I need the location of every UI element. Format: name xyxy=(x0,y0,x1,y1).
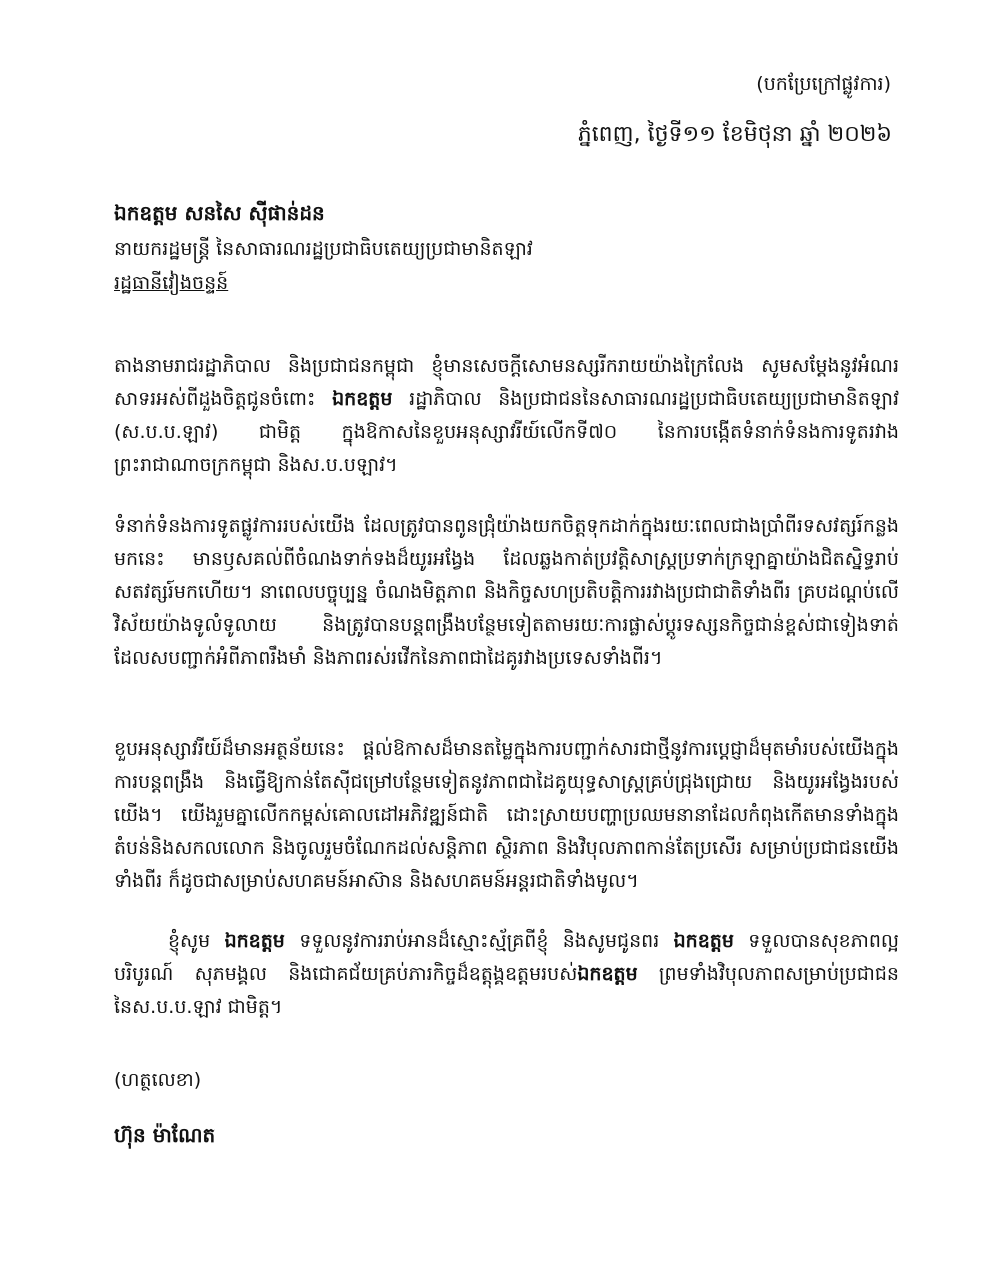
paragraph-4-text-d: ព្រមទាំងវិបុលភាពសម្រាប់ប្រជាជននៃស.ប.ប.ឡាវ ជាមិត្ត។ xyxy=(114,963,899,1018)
paragraph-3 xyxy=(114,733,899,898)
paragraph-1-honorific: ឯកឧត្តម xyxy=(332,388,393,410)
paragraph-1-text-a: តាងនាមរាជរដ្ឋាភិបាល និងប្រជាជនកម្ពុជា ខ្ញុំមានសេចក្តីសោមនស្សរីករាយយ៉ាងក្រៃលែង សូមសម្តែងនូវអំណរសាទរអស់ពីដួងចិត្តជូនចំពោះ xyxy=(114,355,899,410)
translation-note: (បកប្រែក្រៅផ្លូវការ) xyxy=(756,73,891,95)
paragraph-4-honorific-3: ឯកឧត្តម xyxy=(577,963,638,985)
paragraph-1-text-b: រដ្ឋាភិបាល និងប្រជាជននៃសាធារណរដ្ឋប្រជាធិបតេយ្យប្រជាមានិតឡាវ (ស.ប.ប.ឡាវ) ជាមិត្ត ក្នុងឱកាសនៃខួបអនុស្សាវរីយ៍លើកទី៧០ នៃការបង្កើតទំនាក់ទំនងការទូតរវាងព្រះរាជាណាចក្រកម្ពុជា និងស.ប.បឡាវ។ xyxy=(114,388,899,476)
place-date: ភ្នំពេញ, ថ្ងៃទី១១ ខែមិថុនា ឆ្នាំ ២០២៦ xyxy=(577,122,892,147)
paragraph-1 xyxy=(114,350,899,482)
recipient-location: រដ្ឋធានីវៀងចន្ទន៍ xyxy=(114,272,229,294)
paragraph-2-text: ទំនាក់ទំនងការទូតផ្លូវការរបស់យើង ដែលត្រូវបានពូនជ្រុំយ៉ាងយកចិត្តទុកដាក់ក្នុងរយៈពេលជាងប្រាំពីរទសវត្សរ៍កន្លងមកនេះ មានឫសគល់ពីចំណងទាក់ទងដ៏យូរអង្វែង ដែលឆ្លងកាត់ប្រវត្តិសាស្ត្រប្រទាក់ក្រឡាគ្នាយ៉ាងជិតស្និទ្ធរាប់សតវត្សរ៍មកហើយ។ នាពេលបច្ចុប្បន្ន ចំណងមិត្តភាព និងកិច្ចសហប្រតិបត្តិការរវាងប្រជាជាតិទាំងពីរ គ្របដណ្តប់លើវិស័យយ៉ាងទូលំទូលាយ និងត្រូវបានបន្តពង្រឹងបន្ថែមទៀតតាមរយៈការផ្លាស់ប្តូរទស្សនកិច្ចជាន់ខ្ពស់ជាទៀងទាត់ ដែលសបញ្ជាក់អំពីភាពរឹងមាំ និងភាពរស់រវើកនៃភាពជាដៃគូរវាងប្រទេសទាំងពីរ។ xyxy=(114,515,899,669)
recipient-title: នាយករដ្ឋមន្ត្រី នៃសាធារណរដ្ឋប្រជាធិបតេយ្យប្រជាមានិតឡាវ xyxy=(114,238,533,260)
paragraph-4-text-c: ទទួលបានសុខភាពល្អបរិបូរណ៍ សុភមង្គល និងជោគជ័យគ្រប់ភារកិច្ចដ៏ឧត្តុង្គឧត្តមរបស់ xyxy=(114,930,899,985)
paragraph-4-honorific-1: ឯកឧត្តម xyxy=(224,930,285,952)
paragraph-4 xyxy=(114,925,899,1024)
paragraph-4-text-b: ទទួលនូវការរាប់អានដ៏ស្មោះស្ម័គ្រពីខ្ញុំ និងសូមជូនពរ xyxy=(284,930,674,952)
signatory-name: ហ៊ុន ម៉ាណែត xyxy=(114,1123,216,1147)
paragraph-2 xyxy=(114,510,899,675)
recipient-name: ឯកឧត្តម សនសៃ ស៊ីផាន់ដន xyxy=(114,201,325,225)
paragraph-4-text-a: ខ្ញុំសូម xyxy=(168,930,225,952)
signature-note: (ហត្ថលេខា) xyxy=(114,1069,202,1091)
paragraph-4-honorific-2: ឯកឧត្តម xyxy=(673,930,734,952)
paragraph-3-text: ខួបអនុស្សាវរីយ៍ដ៏មានអត្ថន័យនេះ ផ្តល់ឱកាសដ៏មានតម្លៃក្នុងការបញ្ជាក់សារជាថ្មីនូវការប្តេជ្ញាដ៏មុតមាំរបស់យើងក្នុងការបន្តពង្រឹង និងធ្វើឱ្យកាន់តែស៊ីជម្រៅបន្ថែមទៀតនូវភាពជាដៃគូយុទ្ធសាស្ត្រគ្រប់ជ្រុងជ្រោយ និងយូរអង្វែងរបស់យើង។ យើងរួមគ្នាលើកកម្ពស់គោលដៅអភិវឌ្ឍន៍ជាតិ ដោះស្រាយបញ្ហាប្រឈមនានាដែលកំពុងកើតមានទាំងក្នុងតំបន់និងសកលលោក និងចូលរួមចំណែកដល់សន្តិភាព ស្ថិរភាព និងវិបុលភាពកាន់តែប្រសើរ សម្រាប់ប្រជាជនយើងទាំងពីរ ក៏ដូចជាសម្រាប់សហគមន៍អាស៊ាន និងសហគមន៍អន្តរជាតិទាំងមូល។ xyxy=(114,738,899,892)
